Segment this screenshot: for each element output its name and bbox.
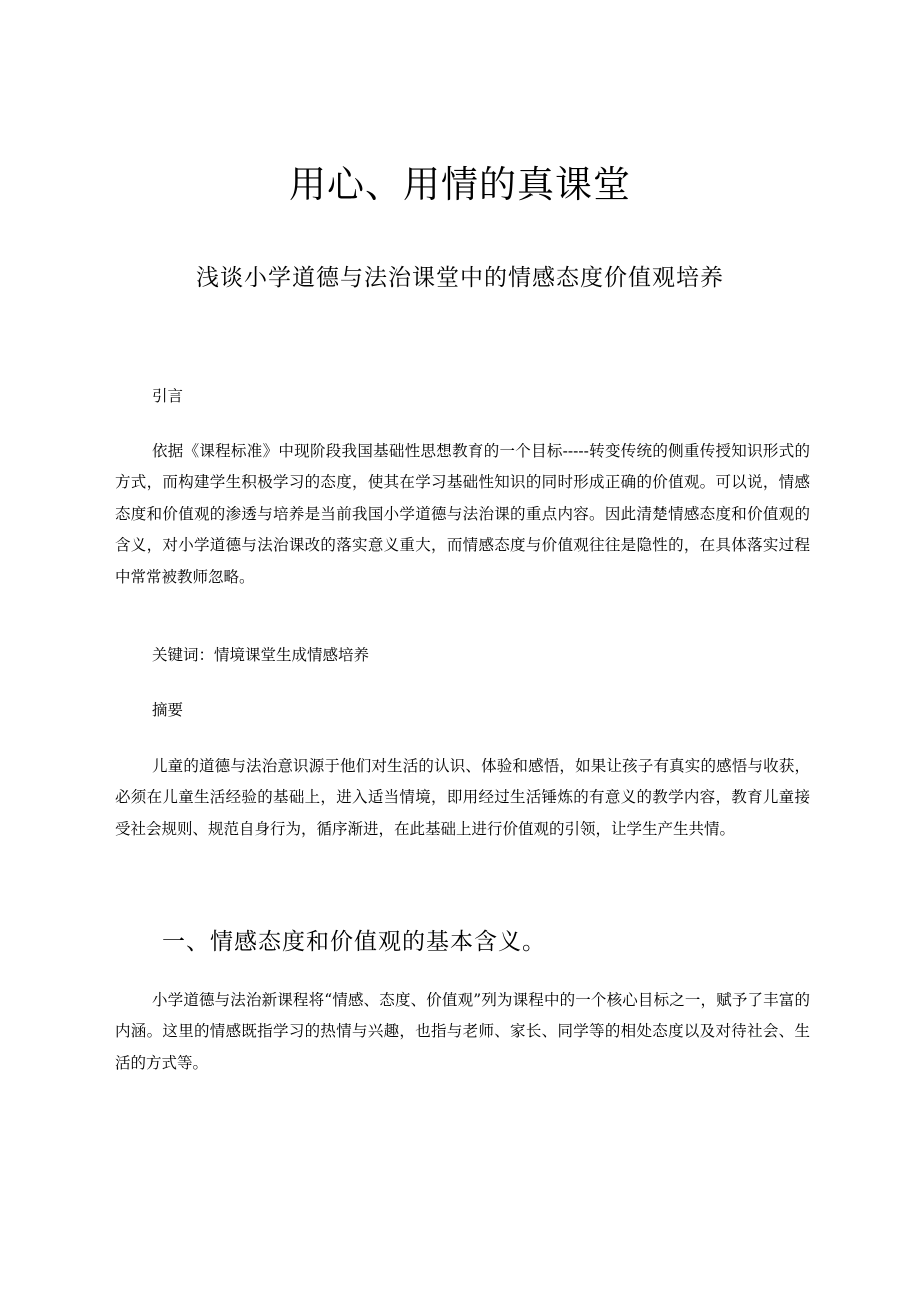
keywords-line: 关键词：情境课堂生成情感培养 <box>152 646 370 664</box>
intro-label: 引言 <box>152 387 184 405</box>
intro-paragraph: 依据《课程标准》中现阶段我国基础性思想教育的一个目标-----转变传统的侧重传授知识形式的方式，而构建学生积极学习的态度，使其在学习基础性知识的同时形成正确的价值观。可以说，情感态度和价值观的渗透与培养是当前我国小学道德与法治课的重点内容。因此清楚情感态度和价值观的含义，对小学道德与法治课改的落实意义重大，而情感态度与价值观往往是隐性的，在具体落实过程中常常被教师忽略。 <box>115 442 810 586</box>
section1-paragraph: 小学道德与法治新课程将“情感、态度、价值观”列为课程中的一个核心目标之一，赋予了丰富的内涵。这里的情感既指学习的热情与兴趣，也指与老师、家长、同学等的相处态度以及对待社会、生活的方式等。 <box>115 991 810 1072</box>
document-title: 用心、用情的真课堂 <box>289 163 631 206</box>
document-subtitle: 浅谈小学道德与法治课堂中的情感态度价值观培养 <box>196 265 724 291</box>
abstract-paragraph: 儿童的道德与法治意识源于他们对生活的认识、体验和感悟，如果让孩子有真实的感悟与收获，必须在儿童生活经验的基础上，进入适当情境，即用经过生活锤炼的有意义的教学内容，教育儿童接受社会规则、规范自身行为，循序渐进，在此基础上进行价值观的引领，让学生产生共情。 <box>115 757 810 838</box>
abstract-label: 摘要 <box>152 701 184 719</box>
section1-heading: 一、情感态度和价值观的基本含义。 <box>162 929 546 955</box>
